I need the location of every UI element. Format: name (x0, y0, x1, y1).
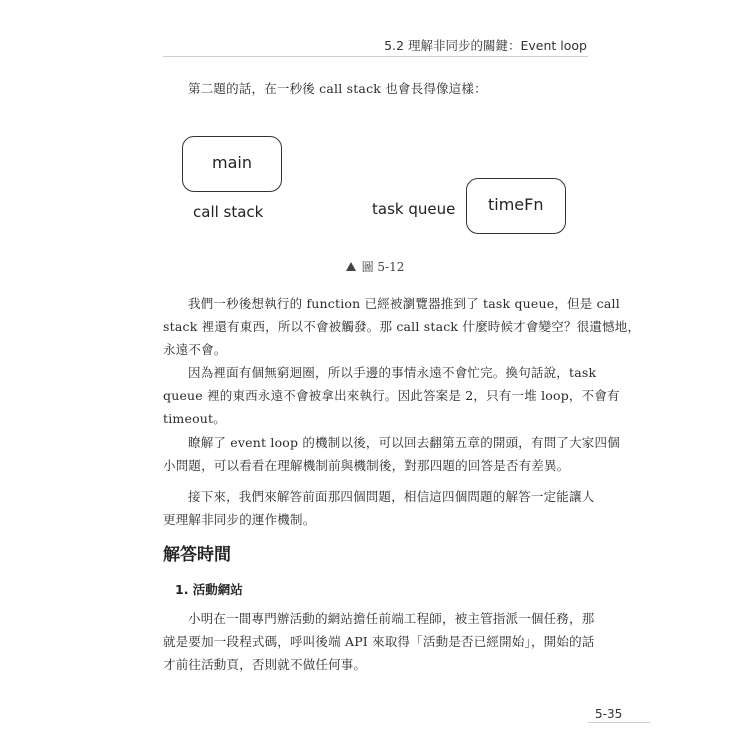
paragraph-line: 接下來，我們來解答前面那四個問題，相信這四個問題的解答一定能讓人 (188, 489, 595, 504)
body-paragraph (163, 431, 620, 477)
intro-paragraph (163, 77, 613, 100)
intro-line: 第二題的話，在一秒後 call stack 也會長得像這樣： (188, 81, 487, 96)
paragraph-line: 才前往活動頁，否則就不做任何事。 (163, 657, 367, 672)
body-paragraph (163, 485, 613, 531)
paragraph-line: 瞭解了 event loop 的機制以後，可以回去翻第五章的開頭，有問了大家四個 (188, 435, 620, 450)
figure-caption (0, 258, 750, 275)
header-section-title: 5.2 理解非同步的關鍵：Event loop (384, 38, 587, 53)
paragraph-line: queue 裡的東西永遠不會被拿出來執行。因此答案是 2，只有一堆 loop，不會有 (163, 388, 620, 403)
paragraph-line: timeout。 (163, 411, 226, 426)
header-divider (163, 56, 588, 57)
paragraph-line: 永遠不會。 (163, 342, 227, 357)
paragraph-line: 更理解非同步的運作機制。 (163, 512, 316, 527)
paragraph-line: stack 裡還有東西，所以不會被觸發。那 call stack 什麼時候才會變空？很遺憾地， (163, 319, 641, 334)
figure-caption-text: 圖 5-12 (361, 260, 405, 274)
section-heading: 解答時間 (163, 545, 231, 565)
final-paragraph (163, 607, 613, 676)
sub-heading: 1. 活動網站 (175, 582, 243, 597)
body-paragraph (163, 292, 641, 361)
footer-divider (588, 722, 650, 723)
triangle-up-icon (346, 262, 356, 271)
paragraph-line: 就是要加一段程式碼，呼叫後端 API 來取得「活動是否已經開始」，開始的話 (163, 634, 595, 649)
paragraph-line: 我們一秒後想執行的 function 已經被瀏覽器推到了 task queue，但是 call (188, 296, 620, 311)
page-number: 5-35 (595, 707, 623, 721)
task-queue-label: task queue (372, 200, 456, 218)
task-queue-box-label: timeFn (488, 195, 544, 214)
call-stack-label: call stack (193, 203, 264, 221)
paragraph-line: 因為裡面有個無窮迴圈，所以手邊的事情永遠不會忙完。換句話說，task (188, 365, 597, 380)
paragraph-line: 小明在一間專門辦活動的網站擔任前端工程師，被主管指派一個任務，那 (188, 611, 595, 626)
call-stack-box-label: main (212, 153, 252, 172)
paragraph-line: 小問題，可以看看在理解機制前與機制後，對那四題的回答是否有差異。 (163, 458, 570, 473)
body-paragraph (163, 361, 620, 430)
